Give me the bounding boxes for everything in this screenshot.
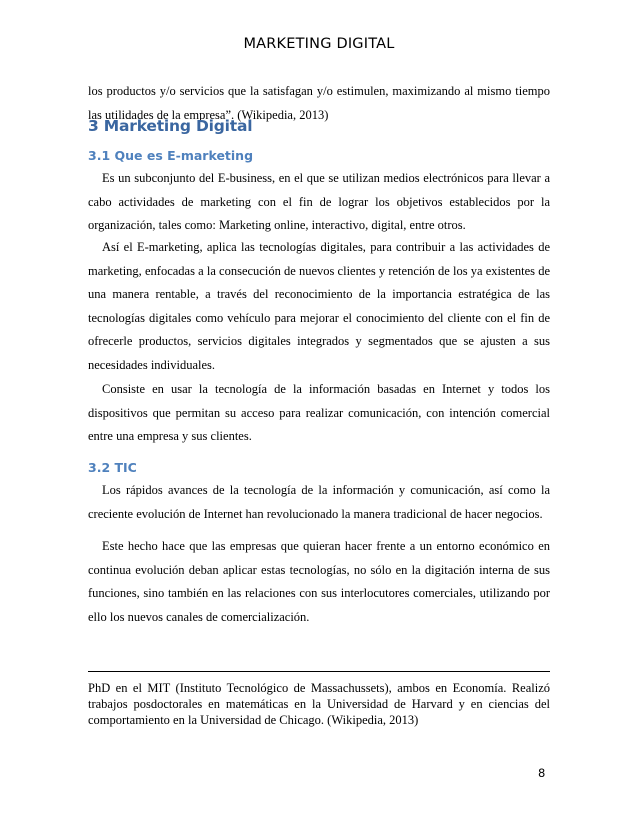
footnote-separator (88, 671, 550, 672)
footnote: PhD en el MIT (Instituto Tecnológico de Massachussets), ambos en Economía. Realizó trabajos posdoctorales en matemáticas en la Universidad de Harvard y en ciencias del comportamiento en la Universidad de Chicago. (Wikipedia, 2013) (88, 681, 550, 727)
section-heading-marketing-digital: 3 Marketing Digital (88, 117, 253, 135)
paragraph-e-marketing-2: Así el E-marketing, aplica las tecnologías digitales, para contribuir a las actividades de marketing, enfocadas a la consecución de nuevos clientes y retención de los ya existentes de una manera rentable, a través del reconocimiento de la importancia estratégica de las tecnologías digitales como vehículo para mejorar el conocimiento del cliente con el fin de ofrecerle productos, servicios digitales integrados y segmentados que se ajusten a sus necesidades individuales. (88, 240, 550, 372)
intro-paragraph: los productos y/o servicios que la satisfagan y/o estimulen, maximizando al mismo tiempo las utilidades de la empresa”. (Wikipedia, 2013) (88, 84, 550, 122)
paragraph-tic-2: Este hecho hace que las empresas que quieran hacer frente a un entorno económico en continua evolución deban aplicar estas tecnologías, no sólo en la digitación interna de sus funciones, sino también en las relaciones con sus interlocutores comerciales, utilizando por ello los nuevos canales de comercialización. (88, 539, 550, 624)
running-header: MARKETING DIGITAL (243, 36, 395, 52)
page-number: 8 (538, 766, 546, 780)
subsection-heading-tic: 3.2 TIC (88, 460, 137, 475)
paragraph-tic-1: Los rápidos avances de la tecnología de la información y comunicación, así como la creciente evolución de Internet han revolucionado la manera tradicional de hacer negocios. (88, 483, 550, 521)
paragraph-e-marketing-3: Consiste en usar la tecnología de la información basadas en Internet y todos los dispositivos que permitan su acceso para realizar comunicación, con intención comercial entre una empresa y sus clientes. (88, 382, 550, 444)
subsection-heading-e-marketing: 3.1 Que es E-marketing (88, 148, 254, 163)
paragraph-e-marketing-1: Es un subconjunto del E-business, en el que se utilizan medios electrónicos para llevar a cabo actividades de marketing con el fin de lograr los objetivos establecidos por la organización, tales como: Marketing online, interactivo, digital, entre otros. (88, 171, 550, 233)
